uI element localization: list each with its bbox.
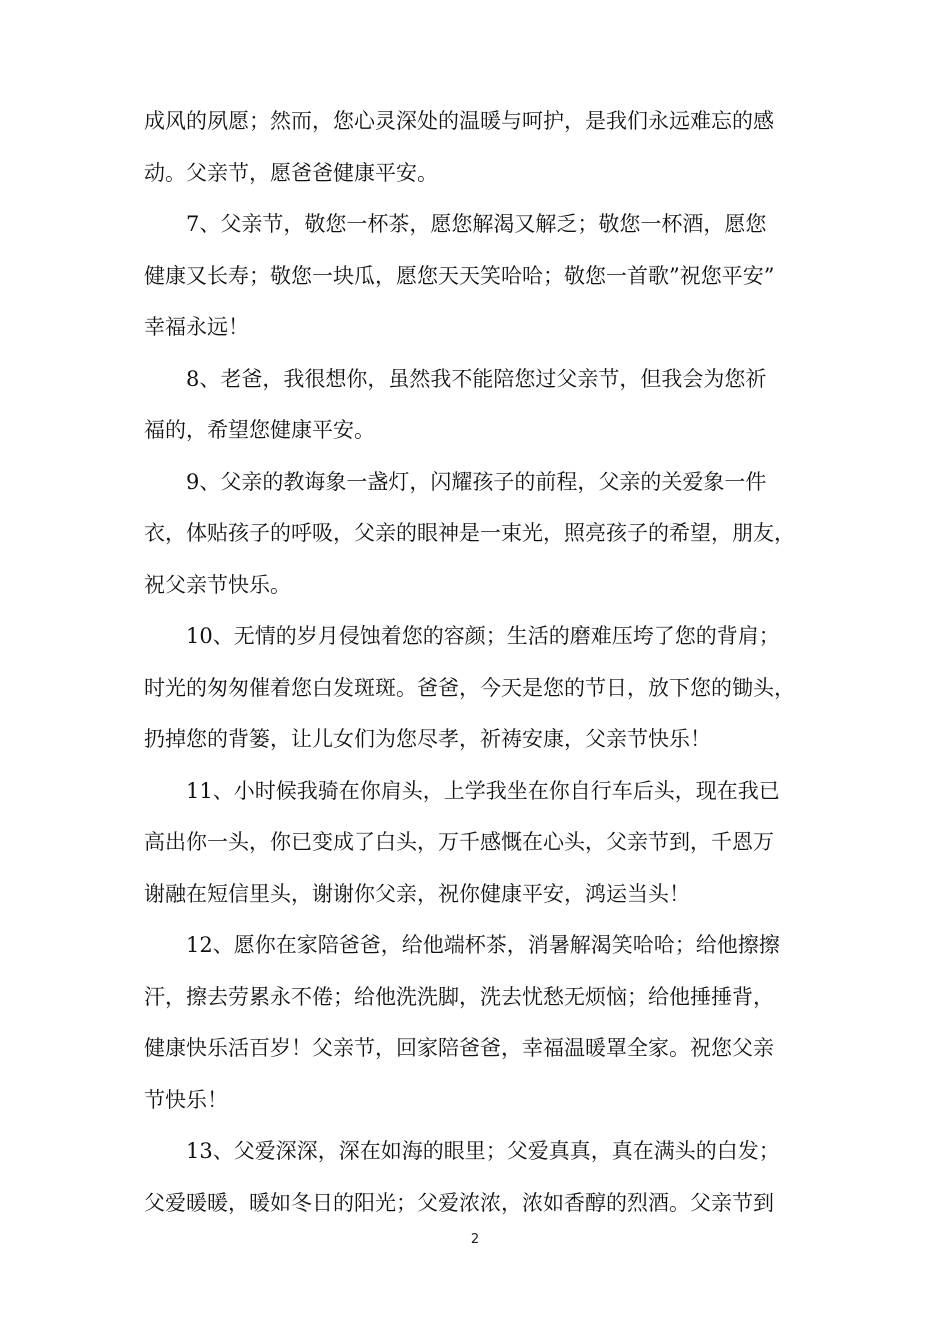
text-line: 衣，体贴孩子的呼吸，父亲的眼神是一束光，照亮孩子的希望，朋友，	[144, 521, 795, 545]
text-line: 父爱暖暖，暖如冬日的阳光；父爱浓浓，浓如香醇的烈酒。父亲节到	[144, 1190, 774, 1215]
text-line: 谢融在短信里头，谢谢你父亲，祝你健康平安，鸿运当头！	[144, 881, 690, 906]
text-line: 8、老爸，我很想你，虽然我不能陪您过父亲节，但我会为您祈	[186, 366, 767, 391]
text-line: 13、父爱深深，深在如海的眼里；父爱真真，真在满头的白发；	[186, 1139, 780, 1163]
text-line: 11、小时候我骑在你肩头，上学我坐在你自行车后头，现在我已	[186, 778, 780, 803]
text-line: 汗，擦去劳累永不倦；给他洗洗脚，洗去忧愁无烦恼；给他捶捶背，	[144, 984, 774, 1009]
document-body	[144, 96, 824, 1229]
text-line: 健康又长寿；敬您一块瓜，愿您天天笑哈哈；敬您一首歌”祝您平安”	[144, 263, 775, 288]
text-line: 福的，希望您健康平安。	[144, 418, 375, 442]
text-line: 健康快乐活百岁！父亲节，回家陪爸爸，幸福温暖罩全家。祝您父亲	[144, 1036, 774, 1060]
text-line: 扔掉您的背篓，让儿女们为您尽孝，祈祷安康，父亲节快乐！	[144, 727, 711, 751]
text-line: 9、父亲的教诲象一盏灯，闪耀孩子的前程，父亲的关爱象一件	[186, 469, 767, 494]
text-line: 高出你一头，你已变成了白头，万千感慨在心头，父亲节到，千恩万	[144, 830, 774, 854]
text-line: 成风的夙愿；然而，您心灵深处的温暖与呵护，是我们永远难忘的感	[144, 109, 774, 133]
text-line: 时光的匆匆催着您白发斑斑。爸爸，今天是您的节日，放下您的锄头，	[144, 675, 795, 700]
text-line: 节快乐！	[144, 1087, 228, 1112]
page-number: 2	[470, 1232, 480, 1247]
text-line: 幸福永远！	[144, 315, 249, 339]
text-line: 7、父亲节，敬您一杯茶，愿您解渴又解乏；敬您一杯酒，愿您	[186, 212, 767, 236]
text-line: 动。父亲节，愿爸爸健康平安。	[144, 160, 438, 185]
text-line: 10、无情的岁月侵蚀着您的容颜；生活的磨难压垮了您的背肩；	[186, 624, 780, 648]
text-line: 祝父亲节快乐。	[144, 572, 291, 597]
text-line: 12、愿你在家陪爸爸，给他端杯茶，消暑解渴笑哈哈；给他擦擦	[186, 933, 780, 957]
